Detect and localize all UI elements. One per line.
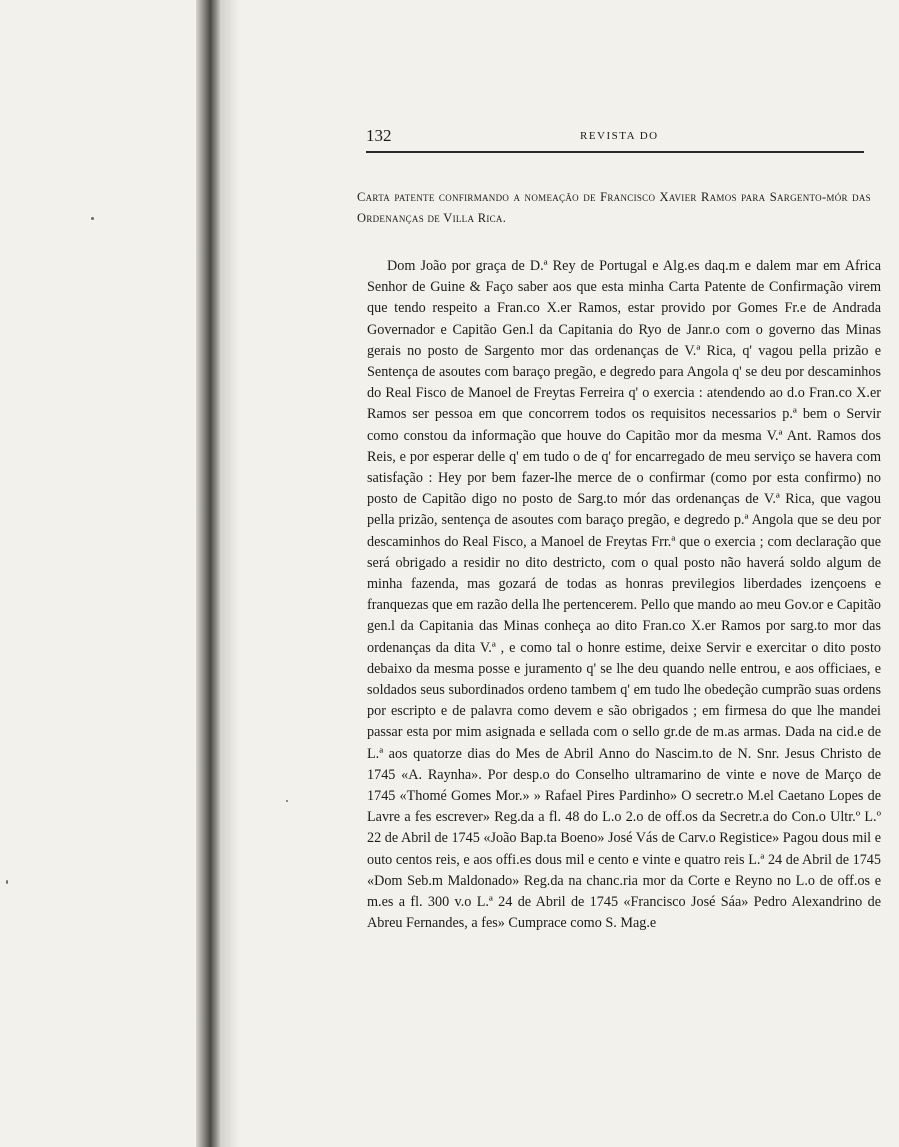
book-binding-shadow: [196, 0, 222, 1147]
paper-speck: [91, 217, 94, 220]
header-rule: [366, 151, 864, 153]
document-body: Dom João por graça de D.ª Rey de Portugal e Alg.es daq.m e dalem mar em Africa Senhor de Guine & Faço saber aos que esta minha Carta Patente de Confirmação virem que tendo respeito a Fran.co X.er Ramos, estar provido por Gomes Fr.e de Andrada Governador e Capitão Gen.l da Capitania do Ryo de Janr.o com o governo das Minas gerais no posto de Sargento mor das ordenanças de V.ª Rica, q' vagou pella prizão e Sentença de asoutes com baraço pregão, e degredo para Angola q' se deu por descaminhos do Real Fisco de Manoel de Freytas Ferreira q' o exercia : atendendo ao d.o Fran.co X.er Ramos ser pessoa em que concorrem todos os requisitos necessarios p.ª bem o Servir como constou da informação que houve do Capitão mor da mesma V.ª Ant. Ramos dos Reis, e por esperar delle q' em tudo o de q' for encarregado de meu serviço se havera com satisfação : Hey por bem fazer-lhe merce de o confirmar (como por esta confirmo) no posto de Capitão digo no posto de Sarg.to mór das ordenanças de V.ª Rica, que vagou pella prizão, sentença de asoutes com baraço pregão, e degredo p.ª Angola que se deu por descaminhos do Real Fisco, a Manoel de Freytas Frr.ª que o exercia ; com declaração que será obrigado a residir no dito destricto, com o qual posto não haverá soldo algum de minha fazenda, mas gozará de todas as honras previlegios liberdades izençoens e franquezas que em razão della lhe pertencerem. Pello que mando ao meu Gov.or e Capitão gen.l da Capitania das Minas conheça ao dito Fran.co X.er Ramos por sarg.to mor das ordenanças da dita V.ª , e como tal o honre estime, deixe Servir e exercitar o dito posto debaixo da mesma posse e juramento q' se lhe deu quando nelle entrou, e aos officiaes, e soldados seus subordinados ordeno tambem q' em tudo lhe obedeção cumprão suas ordens por escripto e de palavra como devem e são obrigados ; em firmesa do que lhe mandei passar esta por mim asignada e sellada com o sello gr.de de m.as armas. Dada na cid.e de L.ª aos quatorze dias do Mes de Abril Anno do Nascim.to de N. Snr. Jesus Christo de 1745 «A. Raynha». Por desp.o do Conselho ultramarino de vinte e nove de Março de 1745 «Thomé Gomes Mor.» » Rafael Pires Pardinho» O secretr.o M.el Caetano Lopes de Lavre a fes escrever» Reg.da a fl. 48 do L.o 2.o de off.os da Secretr.a do Con.o Ultr.º L.º 22 de Abril de 1745 «João Bap.ta Boeno» José Vás de Carv.o Registice» Pagou dous mil e outo centos reis, e aos offi.es dous mil e cento e vinte e quatro reis L.ª 24 de Abril de 1745 «Dom Seb.m Maldonado» Reg.da na chanc.ria mor da Corte e Reyno no L.o de off.os e m.es a fl. 300 v.o L.ª 24 de Abril de 1745 «Francisco José Sáa» Pedro Alexandrino de Abreu Fernandes, a fes» Cumprace como S. Mag.e: [367, 258, 881, 932]
paper-speck: [286, 800, 288, 802]
page-number: 132: [366, 126, 392, 145]
paper-speck: [6, 880, 8, 884]
gutter-shadow: [222, 0, 240, 1147]
running-head: REVISTA DO: [580, 130, 659, 142]
page-header: [366, 124, 864, 154]
document-title: Carta patente confirmando a nomeação de Francisco Xavier Ramos para Sargento-mór das Ordenanças de Villa Rica.: [357, 190, 871, 225]
